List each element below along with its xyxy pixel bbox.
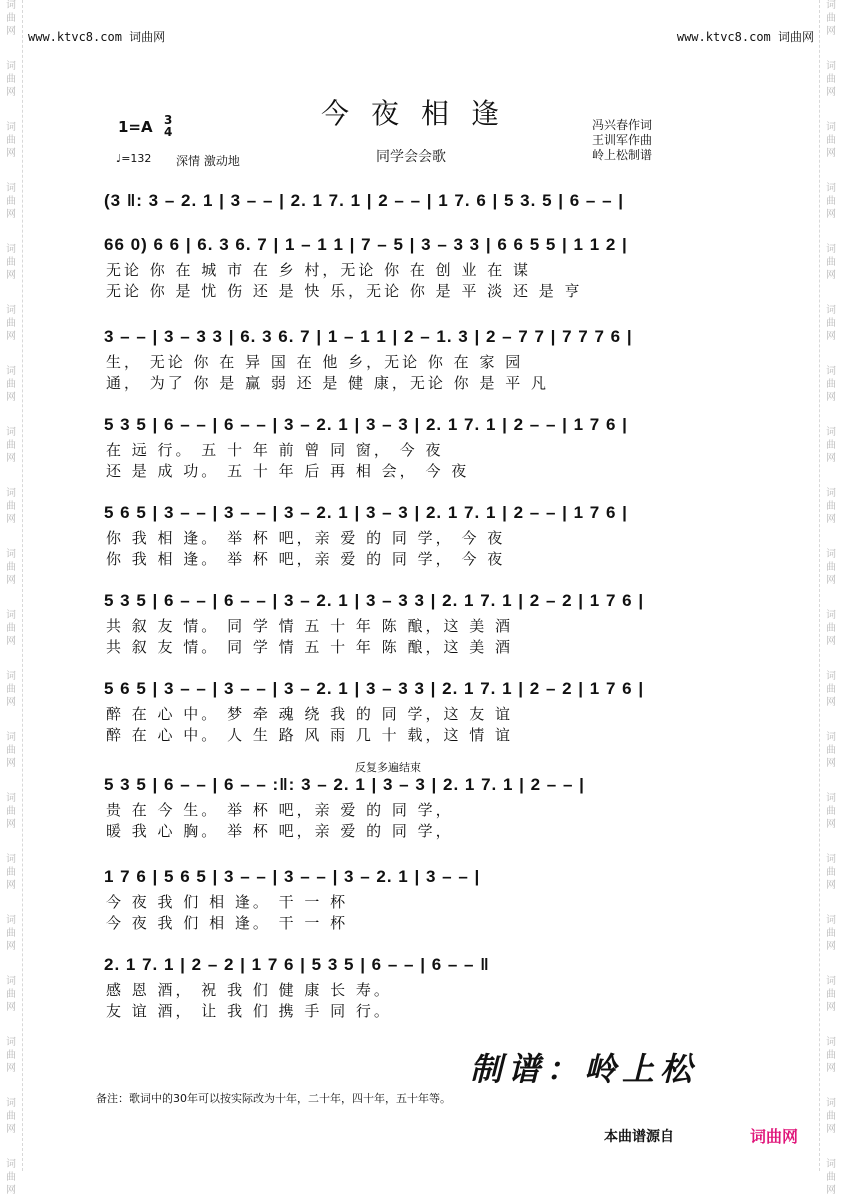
lyric-line: 今 夜 我 们 相 逢。 干 一 杯 xyxy=(106,893,349,911)
watermark-char: 词 xyxy=(6,1037,16,1048)
watermark-char: 网 xyxy=(6,1124,16,1135)
watermark-char: 网 xyxy=(6,331,16,342)
lyric-line: 无论 你 是 忧 伤 还 是 快 乐，无论 你 是 平 淡 还 是 亨 xyxy=(106,282,583,300)
watermark-char: 曲 xyxy=(826,135,836,146)
lyric-line: 你 我 相 逢。 举 杯 吧，亲 爱 的 同 学， 今 夜 xyxy=(106,550,506,568)
notation-line: (3 ‖: 3 – 2. 1 | 3 – – | 2. 1 7. 1 | 2 – – | 1 7. 6 | 5 3. 5 | 6 – – | xyxy=(104,191,625,210)
watermark-char: 词 xyxy=(6,549,16,560)
lyric-line: 贵 在 今 生。 举 杯 吧，亲 爱 的 同 学， xyxy=(106,801,454,819)
watermark-char: 网 xyxy=(6,148,16,159)
watermark-char: 网 xyxy=(6,880,16,891)
watermark-group xyxy=(6,793,16,832)
watermark-char: 网 xyxy=(826,819,836,830)
notation-line: 1 7 6 | 5 6 5 | 3 – – | 3 – – | 3 – 2. 1 | 3 – – | xyxy=(104,867,481,886)
lyric-line: 感 恩 酒， 祝 我 们 健 康 长 寿。 xyxy=(106,981,392,999)
watermark-char: 曲 xyxy=(6,745,16,756)
watermark-group xyxy=(826,1159,836,1198)
watermark-char: 曲 xyxy=(6,989,16,1000)
watermark-char: 网 xyxy=(826,453,836,464)
watermark-char: 曲 xyxy=(6,623,16,634)
notation-line: 5 3 5 | 6 – – | 6 – – :‖: 3 – 2. 1 | 3 – 3 | 2. 1 7. 1 | 2 – – | xyxy=(104,775,585,794)
watermark-char: 曲 xyxy=(826,1172,836,1183)
watermark-char: 网 xyxy=(826,270,836,281)
watermark-char: 曲 xyxy=(6,257,16,268)
lyric-line: 今 夜 我 们 相 逢。 干 一 杯 xyxy=(106,914,349,932)
watermark-char: 词 xyxy=(6,427,16,438)
composer-credit: 王训军作曲 xyxy=(592,133,653,147)
watermark-char: 曲 xyxy=(826,13,836,24)
watermark-group xyxy=(6,976,16,1015)
watermark-char: 词 xyxy=(6,1098,16,1109)
watermark-group xyxy=(6,915,16,954)
lyric-line: 还 是 成 功。 五 十 年 后 再 相 会， 今 夜 xyxy=(106,462,470,480)
watermark-char: 词 xyxy=(6,610,16,621)
watermark-char: 网 xyxy=(6,26,16,37)
watermark-char: 词 xyxy=(6,976,16,987)
watermark-group xyxy=(6,1098,16,1137)
watermark-char: 网 xyxy=(6,392,16,403)
transcriber-credit: 岭上松制谱 xyxy=(592,148,653,162)
watermark-char: 网 xyxy=(826,1063,836,1074)
watermark-group xyxy=(6,1159,16,1198)
watermark-char: 词 xyxy=(826,183,836,194)
watermark-group xyxy=(6,732,16,771)
watermark-char: 网 xyxy=(826,26,836,37)
watermark-group xyxy=(826,610,836,649)
lyric-line: 醉 在 心 中。 梦 牵 魂 绕 我 的 同 学，这 友 谊 xyxy=(106,705,513,723)
watermark-char: 词 xyxy=(6,488,16,499)
watermark-char: 曲 xyxy=(826,684,836,695)
meter-bottom: 4 xyxy=(164,125,173,139)
lyric-line: 醉 在 心 中。 人 生 路 风 雨 几 十 载，这 情 谊 xyxy=(106,726,513,744)
notation-line: 5 3 5 | 6 – – | 6 – – | 3 – 2. 1 | 3 – 3 3 | 2. 1 7. 1 | 2 – 2 | 1 7 6 | xyxy=(104,591,645,610)
lyric-line: 共 叙 友 情。 同 学 情 五 十 年 陈 酿，这 美 酒 xyxy=(106,638,513,656)
watermark-char: 网 xyxy=(826,1002,836,1013)
watermark-group xyxy=(826,0,836,39)
watermark-char: 曲 xyxy=(826,318,836,329)
watermark-group xyxy=(826,488,836,527)
lyric-line: 在 远 行。 五 十 年 前 曾 同 窗， 今 夜 xyxy=(106,441,444,459)
watermark-char: 曲 xyxy=(826,928,836,939)
score-system xyxy=(104,410,740,482)
watermark-char: 曲 xyxy=(6,562,16,573)
watermark-char: 曲 xyxy=(826,257,836,268)
watermark-char: 曲 xyxy=(6,196,16,207)
transcriber-signature: 制谱：岭上松 xyxy=(470,1050,699,1088)
notation-line: 5 3 5 | 6 – – | 6 – – | 3 – 2. 1 | 3 – 3 | 2. 1 7. 1 | 2 – – | 1 7 6 | xyxy=(104,415,628,434)
watermark-char: 曲 xyxy=(6,1172,16,1183)
watermark-group xyxy=(6,244,16,283)
notation-line: 2. 1 7. 1 | 2 – 2 | 1 7 6 | 5 3 5 | 6 – – | 6 – – ‖ xyxy=(104,955,490,974)
watermark-char: 词 xyxy=(6,732,16,743)
watermark-char: 网 xyxy=(6,758,16,769)
watermark-char: 词 xyxy=(826,732,836,743)
watermark-char: 词 xyxy=(826,1098,836,1109)
watermark-char: 曲 xyxy=(6,684,16,695)
watermark-char: 词 xyxy=(826,244,836,255)
lyricist-credit: 冯兴春作词 xyxy=(592,118,653,132)
watermark-char: 词 xyxy=(6,0,16,11)
watermark-char: 词 xyxy=(826,854,836,865)
score-system xyxy=(104,862,740,934)
watermark-group xyxy=(826,549,836,588)
lyric-line: 你 我 相 逢。 举 杯 吧，亲 爱 的 同 学， 今 夜 xyxy=(106,529,506,547)
repeat-note: 反复多遍结束 xyxy=(355,761,421,774)
watermark-char: 词 xyxy=(826,915,836,926)
watermark-char: 曲 xyxy=(6,74,16,85)
watermark-char: 网 xyxy=(6,453,16,464)
watermark-char: 网 xyxy=(826,880,836,891)
lyric-line: 通， 为了 你 是 赢 弱 还 是 健 康，无论 你 是 平 凡 xyxy=(106,374,549,392)
watermark-char: 词 xyxy=(826,427,836,438)
watermark-char: 曲 xyxy=(826,867,836,878)
lyric-line: 共 叙 友 情。 同 学 情 五 十 年 陈 酿，这 美 酒 xyxy=(106,617,513,635)
watermark-char: 网 xyxy=(6,1185,16,1196)
watermark-char: 词 xyxy=(6,122,16,133)
watermark-char: 网 xyxy=(826,331,836,342)
watermark-char: 网 xyxy=(6,514,16,525)
watermark-char: 网 xyxy=(826,1185,836,1196)
watermark-char: 网 xyxy=(826,697,836,708)
watermark-char: 网 xyxy=(826,148,836,159)
watermark-group xyxy=(6,488,16,527)
watermark-char: 网 xyxy=(826,575,836,586)
score-system xyxy=(104,322,740,394)
score-system xyxy=(104,186,740,216)
credits xyxy=(592,118,652,163)
watermark-char: 网 xyxy=(826,87,836,98)
watermark-group xyxy=(6,671,16,710)
watermark-char: 词 xyxy=(826,549,836,560)
score-system xyxy=(104,586,740,658)
watermark-char: 词 xyxy=(826,793,836,804)
watermark-group xyxy=(826,183,836,222)
watermark-char: 曲 xyxy=(6,318,16,329)
left-watermark-strip xyxy=(0,0,23,1196)
lyric-line: 生， 无论 你 在 异 国 在 他 乡，无论 你 在 家 园 xyxy=(106,353,524,371)
watermark-group xyxy=(826,976,836,1015)
watermark-char: 词 xyxy=(6,915,16,926)
notation-line: 5 6 5 | 3 – – | 3 – – | 3 – 2. 1 | 3 – 3 | 2. 1 7. 1 | 2 – – | 1 7 6 | xyxy=(104,503,628,522)
watermark-group xyxy=(6,854,16,893)
watermark-char: 曲 xyxy=(6,806,16,817)
right-watermark-strip xyxy=(819,0,842,1196)
watermark-char: 词 xyxy=(6,1159,16,1170)
notation-line: 66 0) 6 6 | 6. 3 6. 7 | 1 – 1 1 | 7 – 5 | 3 – 3 3 | 6 6 5 5 | 1 1 2 | xyxy=(104,235,628,254)
notation-line: 3 – – | 3 – 3 3 | 6. 3 6. 7 | 1 – 1 1 | 2 – 1. 3 | 2 – 7 7 | 7 7 7 6 | xyxy=(104,327,633,346)
watermark-group xyxy=(6,610,16,649)
watermark-char: 词 xyxy=(826,610,836,621)
watermark-char: 曲 xyxy=(6,867,16,878)
watermark-char: 曲 xyxy=(826,74,836,85)
site-url-left[interactable]: www.ktvc8.com 词曲网 xyxy=(28,30,166,44)
source-label: 本曲谱源自 xyxy=(604,1129,674,1145)
expression-mark: 深情 激动地 xyxy=(176,154,240,168)
watermark-char: 词 xyxy=(6,183,16,194)
watermark-char: 网 xyxy=(6,209,16,220)
watermark-group xyxy=(826,427,836,466)
watermark-char: 词 xyxy=(826,976,836,987)
lyric-line: 暖 我 心 胸。 举 杯 吧，亲 爱 的 同 学， xyxy=(106,822,454,840)
watermark-char: 网 xyxy=(6,636,16,647)
watermark-char: 网 xyxy=(826,392,836,403)
watermark-group xyxy=(6,305,16,344)
watermark-char: 网 xyxy=(6,819,16,830)
watermark-char: 曲 xyxy=(6,928,16,939)
watermark-char: 曲 xyxy=(826,196,836,207)
watermark-char: 词 xyxy=(826,671,836,682)
watermark-char: 词 xyxy=(826,1159,836,1170)
watermark-char: 网 xyxy=(826,941,836,952)
watermark-char: 曲 xyxy=(6,13,16,24)
remark: 备注：歌词中的30年可以按实际改为十年，二十年，四十年，五十年等。 xyxy=(96,1092,451,1105)
score-system xyxy=(104,498,740,570)
watermark-char: 网 xyxy=(6,1002,16,1013)
watermark-group xyxy=(6,549,16,588)
watermark-group xyxy=(6,183,16,222)
watermark-char: 曲 xyxy=(826,379,836,390)
score-system xyxy=(104,770,740,842)
watermark-char: 网 xyxy=(826,514,836,525)
watermark-char: 曲 xyxy=(826,1111,836,1122)
watermark-char: 曲 xyxy=(826,989,836,1000)
watermark-char: 曲 xyxy=(826,562,836,573)
tempo-mark: ♩=132 xyxy=(116,152,152,165)
score-system xyxy=(104,674,740,746)
watermark-char: 网 xyxy=(826,1124,836,1135)
watermark-char: 词 xyxy=(826,0,836,11)
watermark-char: 曲 xyxy=(6,1111,16,1122)
watermark-char: 网 xyxy=(6,941,16,952)
watermark-group xyxy=(826,671,836,710)
watermark-char: 网 xyxy=(826,636,836,647)
watermark-char: 网 xyxy=(6,1063,16,1074)
lyric-line: 友 谊 酒， 让 我 们 携 手 同 行。 xyxy=(106,1002,392,1020)
notation-line: 5 6 5 | 3 – – | 3 – – | 3 – 2. 1 | 3 – 3 3 | 2. 1 7. 1 | 2 – 2 | 1 7 6 | xyxy=(104,679,645,698)
watermark-group xyxy=(6,0,16,39)
score-system xyxy=(104,950,740,1022)
watermark-char: 词 xyxy=(6,854,16,865)
watermark-group xyxy=(826,305,836,344)
watermark-char: 词 xyxy=(6,793,16,804)
watermark-char: 曲 xyxy=(6,379,16,390)
watermark-group xyxy=(6,427,16,466)
watermark-char: 词 xyxy=(826,61,836,72)
watermark-char: 网 xyxy=(6,87,16,98)
watermark-char: 网 xyxy=(6,697,16,708)
watermark-char: 网 xyxy=(826,758,836,769)
key-signature: 1=A xyxy=(118,118,153,136)
watermark-group xyxy=(826,1037,836,1076)
lyric-line: 无论 你 在 城 市 在 乡 村，无论 你 在 创 业 在 谋 xyxy=(106,261,531,279)
watermark-char: 曲 xyxy=(6,1050,16,1061)
site-url-right[interactable]: www.ktvc8.com 词曲网 xyxy=(676,30,814,44)
watermark-char: 词 xyxy=(826,488,836,499)
watermark-group xyxy=(6,1037,16,1076)
watermark-char: 词 xyxy=(6,366,16,377)
watermark-char: 词 xyxy=(6,244,16,255)
watermark-char: 词 xyxy=(6,671,16,682)
song-title: 今夜相逢 xyxy=(320,97,521,130)
watermark-char: 网 xyxy=(826,209,836,220)
watermark-group xyxy=(826,854,836,893)
watermark-char: 词 xyxy=(826,366,836,377)
watermark-char: 曲 xyxy=(826,440,836,451)
watermark-char: 曲 xyxy=(826,806,836,817)
watermark-char: 曲 xyxy=(826,1050,836,1061)
watermark-char: 曲 xyxy=(826,623,836,634)
watermark-char: 网 xyxy=(6,575,16,586)
watermark-char: 网 xyxy=(6,270,16,281)
song-subtitle: 同学会会歌 xyxy=(376,149,446,165)
watermark-group xyxy=(6,366,16,405)
watermark-group xyxy=(826,793,836,832)
meter-top: 3 xyxy=(164,113,173,127)
watermark-char: 词 xyxy=(6,61,16,72)
watermark-char: 词 xyxy=(6,305,16,316)
watermark-char: 曲 xyxy=(6,501,16,512)
watermark-char: 曲 xyxy=(826,745,836,756)
watermark-char: 词 xyxy=(826,1037,836,1048)
watermark-group xyxy=(826,1098,836,1137)
watermark-char: 词 xyxy=(826,305,836,316)
watermark-char: 曲 xyxy=(6,135,16,146)
watermark-group xyxy=(826,732,836,771)
watermark-char: 曲 xyxy=(826,501,836,512)
watermark-char: 曲 xyxy=(6,440,16,451)
watermark-group xyxy=(826,366,836,405)
time-signature xyxy=(164,114,172,138)
watermark-group xyxy=(826,915,836,954)
source-link[interactable]: 词曲网 xyxy=(750,1127,799,1146)
score-system xyxy=(104,230,740,302)
watermark-char: 词 xyxy=(826,122,836,133)
watermark-group xyxy=(826,244,836,283)
